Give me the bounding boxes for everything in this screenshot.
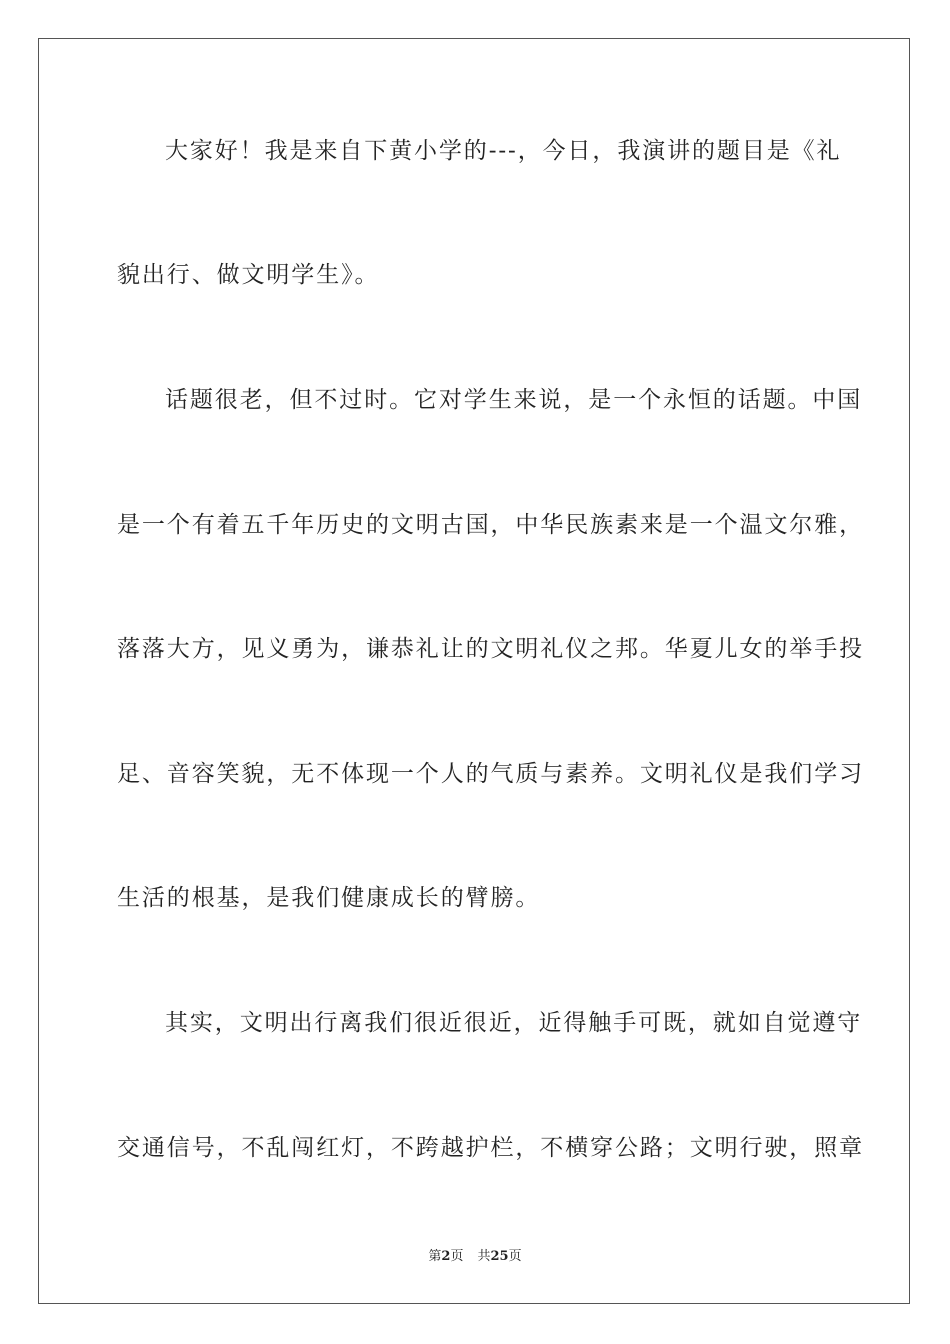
page-suffix: 页 bbox=[450, 1249, 464, 1264]
paragraph-2-line-1: 话题很老，但不过时。它对学生来说，是一个永恒的话题。中国 bbox=[165, 387, 863, 413]
page-prefix: 第 bbox=[428, 1249, 442, 1264]
total-prefix: 共 bbox=[477, 1249, 491, 1264]
paragraph-2-line-3: 落落大方，见义勇为，谦恭礼让的文明礼仪之邦。华夏儿女的举手投 bbox=[117, 636, 864, 662]
paragraph-2-line-5: 生活的根基，是我们健康成长的臂膀。 bbox=[117, 885, 541, 911]
paragraph-3-line-1: 其实，文明出行离我们很近很近，近得触手可既，就如自觉遵守 bbox=[165, 1010, 863, 1036]
page-footer bbox=[0, 1248, 950, 1266]
page-number: 2 bbox=[441, 1249, 451, 1264]
paragraph-3-line-2: 交通信号，不乱闯红灯，不跨越护栏，不横穿公路；文明行驶，照章 bbox=[117, 1135, 864, 1161]
total-suffix: 页 bbox=[508, 1249, 522, 1264]
paragraph-1-line-2: 貌出行、做文明学生》。 bbox=[117, 262, 380, 288]
paragraph-2-line-2: 是一个有着五千年历史的文明古国，中华民族素来是一个温文尔雅， bbox=[117, 512, 864, 538]
paragraph-2-line-4: 足、音容笑貌，无不体现一个人的气质与素养。文明礼仪是我们学习 bbox=[117, 761, 864, 787]
total-pages: 25 bbox=[490, 1249, 509, 1264]
paragraph-1-line-1: 大家好！我是来自下黄小学的---，今日，我演讲的题目是《礼 bbox=[165, 138, 842, 164]
page-border bbox=[38, 38, 910, 1304]
